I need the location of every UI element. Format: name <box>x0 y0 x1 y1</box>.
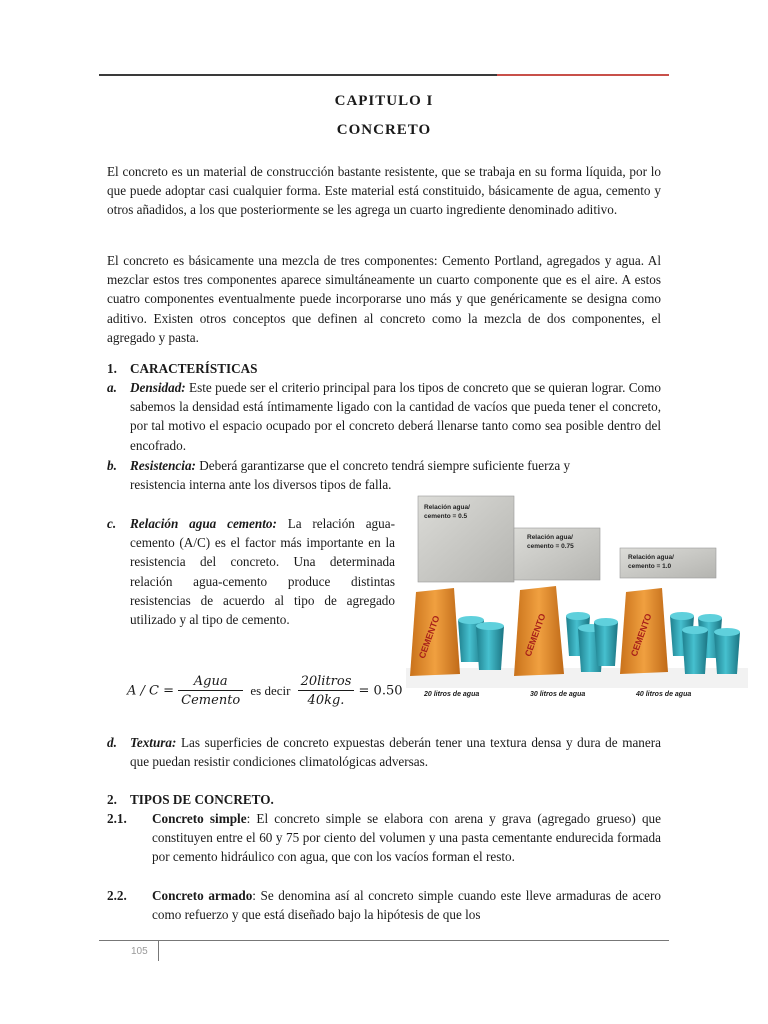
formula-den-1: Cemento <box>181 693 241 708</box>
item-d-text: Las superficies de concreto expuestas deberán tener una textura densa y dura de manera que puedan resistir condiciones climatológicas adversas. <box>130 735 661 770</box>
chapter-title: CAPITULO I <box>334 93 434 109</box>
formula-den-2: 40kg. <box>307 693 345 708</box>
bag-2-label: CEMENTO <box>522 612 548 658</box>
water-cement-formula <box>127 674 407 720</box>
caption-3: 40 litros de agua <box>636 691 692 698</box>
item-2-1-label: Concreto simple <box>152 811 247 826</box>
item-a-text: Este puede ser el criterio principal para los tipos de concreto que se quieran lograr. Como sabemos la densidad está íntimamente ligado con la cantidad de vacíos que pueda tener el concreto, por tal motivo el espacio ocupado por el concreto deberá llenarse tanto como sea posible dentro del encofrado. <box>130 380 661 453</box>
item-2-1-concreto-simple <box>152 809 661 867</box>
cement-bag-1 <box>410 588 460 676</box>
item-a-letter: a. <box>107 380 117 395</box>
block-2-line2: cemento = 0.75 <box>527 543 574 550</box>
concrete-block-2 <box>514 528 600 580</box>
bag-1-label: CEMENTO <box>416 614 442 660</box>
intro-paragraph-2: El concreto es básicamente una mezcla de tres componentes: Cemento Portland, agregados y agua. Al mezclar estos tres componentes aparece simultáneamente un cuarto componente que es el aire. A estos cuatro componentes eventualmente puede incorporarse uno más y que genéricamente se designa como aditivo. Existen otros conceptos que definen al concreto como la mezcla de dos componentes, el agregado y pasta. <box>107 253 661 345</box>
item-2-2-label: Concreto armado <box>152 888 253 903</box>
water-cement-ratio-figure <box>406 490 748 705</box>
item-2-2-text: : Se denomina así al concreto simple cuando este lleve armaduras de acero como refuerzo y que está diseñado bajo la hipótesis de que los <box>152 888 661 923</box>
concrete-block-3 <box>620 548 716 578</box>
formula-fraction-1 <box>178 674 243 708</box>
section2-number: 2. <box>107 792 117 807</box>
formula-result: = 0.50 <box>358 683 403 699</box>
item-2-2-number: 2.2. <box>107 888 127 903</box>
footer-rule <box>99 940 669 941</box>
item-b-letter: b. <box>107 458 117 473</box>
bag-3-label: CEMENTO <box>628 612 654 658</box>
item-a-label: Densidad: <box>130 380 186 395</box>
item-b-resistencia <box>130 456 661 475</box>
item-c-text: La relación agua-cemento (A/C) es el factor más importante en la resistencia del concreto. Una determinada relación agua-cemento produce distintas resistencias de acuerdo al tipo de agregado utilizado y al tipo de cemento. <box>130 516 395 628</box>
footer-divider <box>158 941 159 961</box>
item-b-text-cont: resistencia interna ante los diversos tipos de falla. <box>130 477 392 492</box>
formula-lhs: A / C = <box>127 683 175 699</box>
item-d-label: Textura: <box>130 735 177 750</box>
concrete-block-1 <box>418 496 514 582</box>
item-d-letter: d. <box>107 735 117 750</box>
item-b-text: Deberá garantizarse que el concreto tendrá siempre suficiente fuerza y <box>195 458 571 473</box>
formula-num-2: 20litros <box>298 674 355 691</box>
block-2-line1: Relación agua/ <box>527 534 573 541</box>
item-2-1-number: 2.1. <box>107 811 127 826</box>
cement-bag-2 <box>514 586 564 676</box>
item-c-label: Relación agua cemento: <box>130 516 277 531</box>
caption-1: 20 litros de agua <box>424 691 480 698</box>
header-rule <box>99 74 497 76</box>
block-3-line2: cemento = 1.0 <box>628 563 672 570</box>
item-a-densidad <box>130 378 661 455</box>
item-b-label: Resistencia: <box>130 458 196 473</box>
item-d-textura <box>130 733 661 771</box>
block-1-line1: Relación agua/ <box>424 504 470 511</box>
cement-bag-3 <box>620 588 668 674</box>
section2-title: TIPOS DE CONCRETO. <box>130 792 274 807</box>
formula-fraction-2 <box>298 674 355 708</box>
formula-num-1: Agua <box>178 674 243 691</box>
section1-number: 1. <box>107 361 117 376</box>
item-2-2-concreto-armado <box>152 886 661 924</box>
section1-title: CARACTERÍSTICAS <box>130 361 258 376</box>
header-rule-accent <box>497 74 669 76</box>
water-buckets-1 <box>458 616 504 670</box>
caption-2: 30 litros de agua <box>530 691 586 698</box>
intro-paragraph-1: El concreto es un material de construcción bastante resistente, que se trabaja en su forma líquida, por lo que puede adoptar casi cualquier forma. Este material está constituido, básicamente de agua, cemento y otros añadidos, a los que posteriormente se les agrega un cuarto ingrediente denominado aditivo. <box>107 164 661 218</box>
block-3-line1: Relación agua/ <box>628 554 674 561</box>
block-1-line2: cemento = 0.5 <box>424 513 468 520</box>
chapter-subtitle: CONCRETO <box>336 122 432 138</box>
page-number: 105 <box>131 946 148 957</box>
formula-middle: es decir <box>250 683 291 698</box>
item-c-letter: c. <box>107 516 117 531</box>
item-2-1-text: : El concreto simple se elabora con arena y grava (agregado grueso) que constituyen entre el 60 y 75 por ciento del volumen y una pasta cementante endurecida formada por cemento hidráulico con agua, que con los vacíos forman el resto. <box>152 811 661 865</box>
item-c-relacion <box>130 514 395 629</box>
